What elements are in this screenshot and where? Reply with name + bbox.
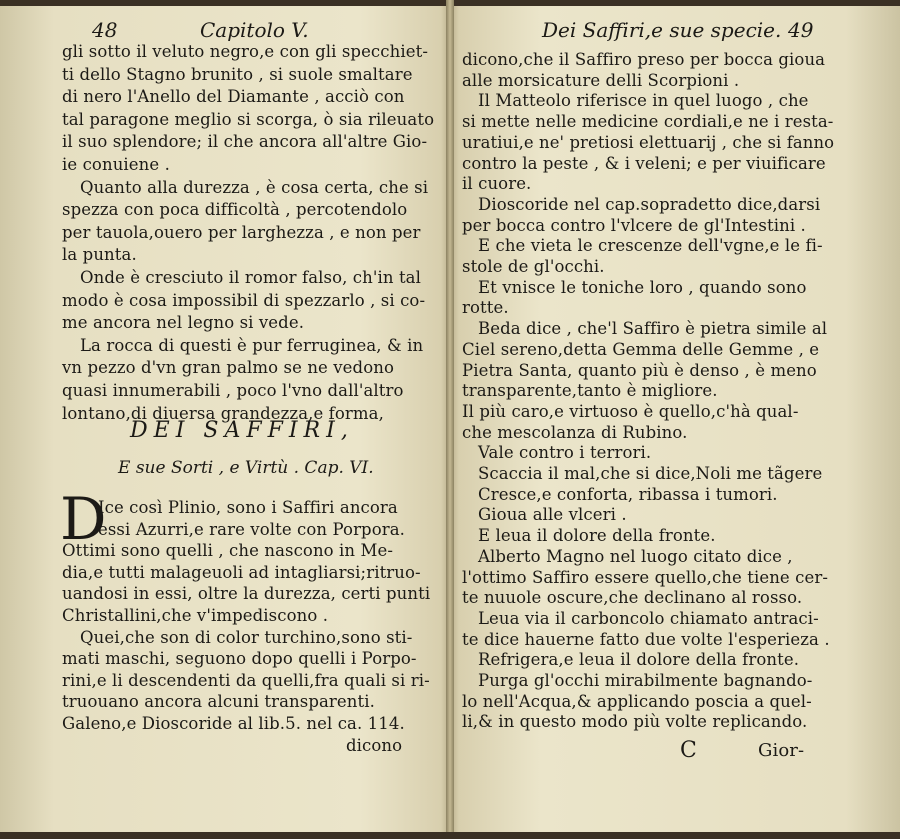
text-line: mati maschi, seguono dopo quelli i Porpo- <box>62 649 417 669</box>
chapter-subheading: E sue Sorti , e Virtù . Cap. VI. <box>118 458 374 478</box>
text-line: Ciel sereno,detta Gemma delle Gemme , e <box>462 339 820 359</box>
text-line: Et vnisce le toniche loro , quando sono <box>478 277 807 297</box>
text-line: che mescolanza di Rubino. <box>462 422 688 442</box>
text-line: li,& in questo modo più volte replicando. <box>462 712 808 732</box>
text-line: Refrigera,e leua il dolore della fronte. <box>478 650 800 670</box>
text-line: E leua il dolore della fronte. <box>478 526 716 546</box>
text-line: Scaccia il mal,che si dice,Noli me tãgere <box>478 464 823 483</box>
text-line: lontano,di diuersa grandezza,e forma, <box>62 403 384 423</box>
text-line: stole de gl'occhi. <box>462 257 605 276</box>
text-line: vn pezzo d'vn gran palmo se ne vedono <box>62 358 394 378</box>
text-line: tal paragone meglio si scorga, ò sia rileuato <box>62 109 435 129</box>
text-line: per bocca contro l'vlcere de gl'Intestini . <box>462 215 806 235</box>
text-line: spezza con poca difficoltà , percotendolo <box>62 200 408 220</box>
text-line: transparente,tanto è migliore. <box>462 381 718 401</box>
text-line: dicono <box>346 735 403 755</box>
text-line: Quei,che son di color turchino,sono sti- <box>80 627 413 647</box>
text-line: si mette nelle medicine cordiali,e ne i resta- <box>462 112 834 132</box>
text-line: contro la peste , & i veleni; e per viuificare <box>462 153 826 173</box>
text-line: Pietra Santa, quanto più è denso , è meno <box>462 360 817 380</box>
text-line: modo è cosa impossibil di spezzarlo , si co- <box>62 290 426 310</box>
text-line: te dice hauerne fatto due volte l'esperieza . <box>462 629 830 649</box>
text-line: me ancora nel legno si vede. <box>62 313 305 333</box>
catchword: Gior- <box>758 740 805 761</box>
text-line: Christallini,che v'impediscono . <box>62 606 329 625</box>
text-line: Purga gl'occhi mirabilmente bagnando- <box>478 671 813 690</box>
text-line: Cresce,e conforta, ribassa i tumori. <box>478 484 778 504</box>
signature-mark: C <box>680 738 697 763</box>
text-line: Leua via il carboncolo chiamato antraci- <box>478 608 819 628</box>
text-line: di nero l'Anello del Diamante , acciò con <box>62 87 405 107</box>
text-line: la punta. <box>62 245 137 265</box>
text-line: Il Matteolo riferisce in quel luogo , che <box>478 91 809 111</box>
text-line: dicono,che il Saffiro preso per bocca gioua <box>462 50 826 69</box>
text-line: l'ottimo Saffiro essere quello,che tiene cer- <box>462 567 829 587</box>
text-line: Ottimi sono quelli , che nascono in Me- <box>62 541 394 561</box>
chapter-heading: DEI SAFFIRI, <box>130 418 354 443</box>
text-line: Galeno,e Dioscoride al lib.5. nel ca. 114. <box>62 714 405 733</box>
right-running-head: Dei Saffiri,e sue specie. <box>542 18 782 42</box>
text-line: alle morsicature delli Scorpioni . <box>462 70 740 90</box>
left-running-head: Capitolo V. <box>200 18 309 42</box>
text-line: Ice così Plinio, sono i Saffiri ancora <box>98 498 398 517</box>
text-line: Dioscoride nel cap.sopradetto dice,darsi <box>478 194 821 214</box>
text-line: Quanto alla durezza , è cosa certa, che si <box>80 177 429 197</box>
text-line: Gioua alle vlceri . <box>478 505 627 525</box>
text-line: Onde è cresciuto il romor falso, ch'in tal <box>80 268 421 287</box>
left-page <box>0 0 448 839</box>
text-line: te nuuole oscure,che declinano al rosso. <box>462 588 803 608</box>
right-page <box>452 0 900 839</box>
text-line: il suo splendore; il che ancora all'altre Gio- <box>62 132 428 152</box>
text-line: uratiui,e ne' pretiosi elettuarij , che si fanno <box>462 132 835 152</box>
drop-cap: D <box>60 485 107 553</box>
text-line: rotte. <box>462 298 509 318</box>
text-line: dia,e tutti malageuoli ad intagliarsi;ritruo- <box>62 562 421 582</box>
text-line: lo nell'Acqua,& applicando poscia a quel- <box>462 691 812 711</box>
text-line: ti dello Stagno brunito , si suole smaltare <box>62 64 413 84</box>
text-line: uandosi in essi, oltre la durezza, certi punti <box>62 584 431 604</box>
text-line: essi Azurri,e rare volte con Porpora. <box>98 519 406 539</box>
text-line: Beda dice , che'l Saffiro è pietra simile al <box>478 319 828 339</box>
text-line: E che vieta le crescenze dell'vgne,e le fi- <box>478 236 823 256</box>
text-line: per tauola,ouero per larghezza , e non per <box>62 222 421 242</box>
text-line: La rocca di questi è pur ferruginea, & in <box>80 335 424 355</box>
text-line: truouano ancora alcuni transparenti. <box>62 692 375 712</box>
text-line: quasi innumerabili , poco l'vno dall'altro <box>62 381 404 400</box>
text-line: rini,e li descendenti da quelli,fra quali si ri- <box>62 670 430 690</box>
left-page-number: 48 <box>92 18 118 42</box>
text-line: il cuore. <box>462 174 532 194</box>
text-line: Il più caro,e virtuoso è quello,c'hà qual- <box>462 401 799 421</box>
text-line: ie conuiene . <box>62 155 170 174</box>
text-line: Alberto Magno nel luogo citato dice , <box>478 546 793 566</box>
text-line: Vale contro i terrori. <box>478 443 652 463</box>
page-edge-bottom <box>0 832 900 839</box>
right-page-number: 49 <box>788 18 814 42</box>
text-line: gli sotto il veluto negro,e con gli specchiet- <box>62 42 428 61</box>
